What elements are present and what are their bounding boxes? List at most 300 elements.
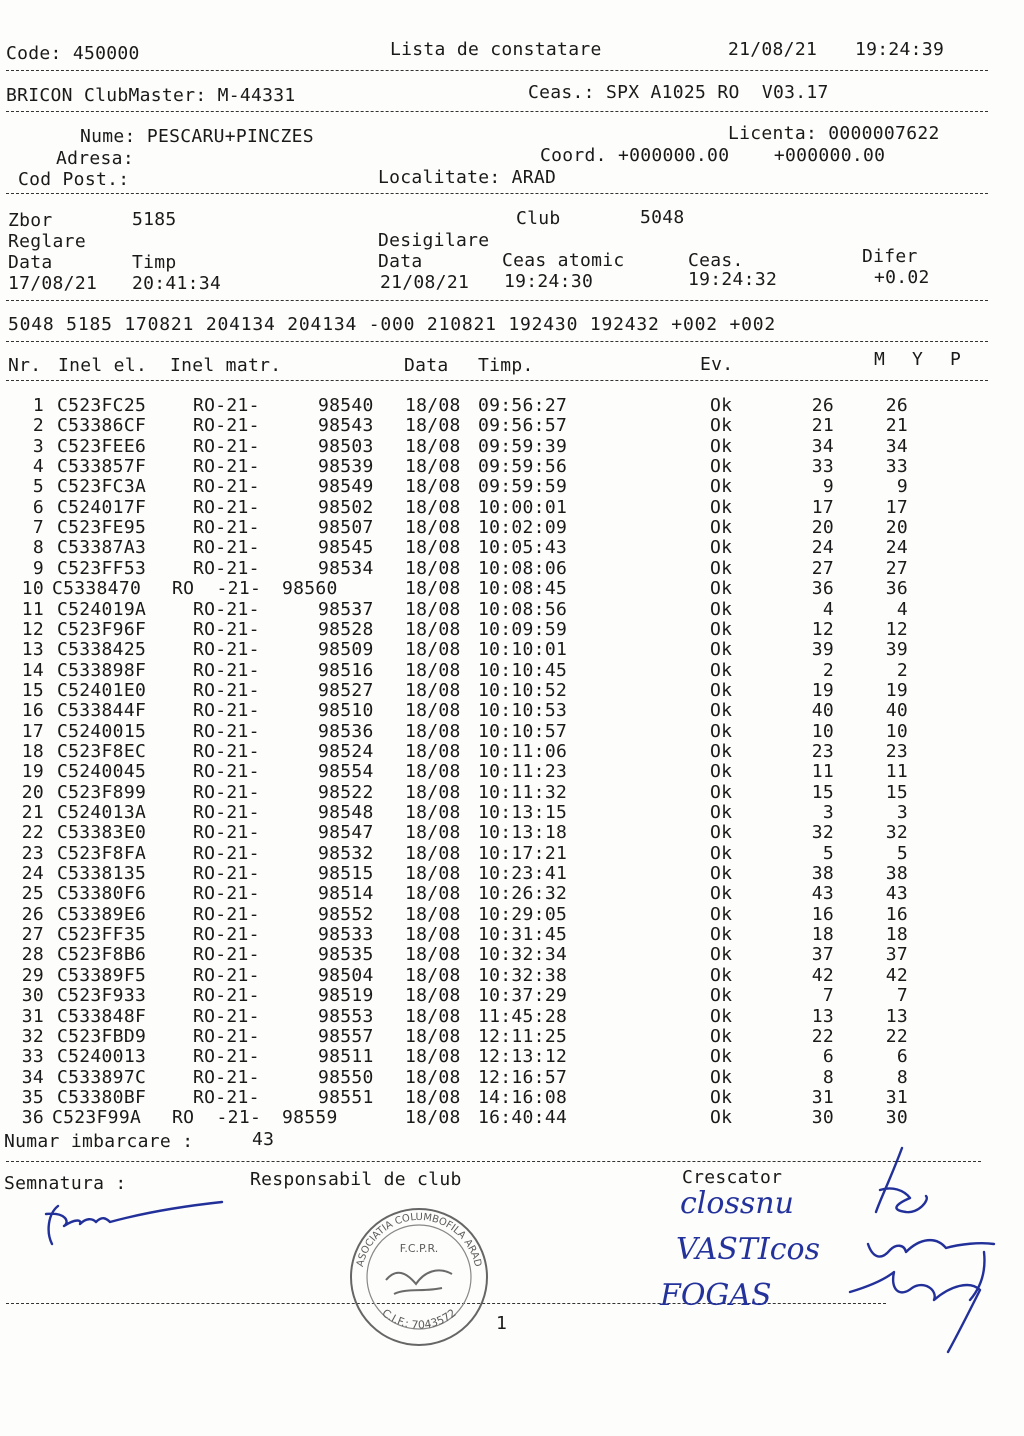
row-date: 18/08 <box>405 822 461 844</box>
row-nr: 6 <box>32 496 44 518</box>
row-m: 40 <box>811 700 834 722</box>
row-time: 10:10:01 <box>478 639 568 661</box>
row-event: Ok <box>710 456 733 478</box>
row-nr: 34 <box>21 1066 44 1088</box>
row-ring-el: C533897C <box>57 1066 147 1088</box>
row-time: 10:08:56 <box>478 598 568 620</box>
row-event: Ok <box>710 740 733 762</box>
table-row <box>0 457 1000 477</box>
row-ring-el: C523FF53 <box>57 557 147 579</box>
table-row <box>0 416 1000 436</box>
row-event: Ok <box>710 537 733 559</box>
row-event: Ok <box>710 557 733 579</box>
row-date: 18/08 <box>405 842 461 864</box>
row-ring-prefix: RO-21- <box>193 903 260 925</box>
row-nr: 8 <box>32 537 44 559</box>
row-ring-prefix: RO-21- <box>193 802 260 823</box>
row-nr: 16 <box>21 700 44 722</box>
table-row <box>0 1088 1000 1108</box>
row-y: 16 <box>885 903 908 925</box>
row-date: 18/08 <box>405 456 461 478</box>
club-label: Club <box>516 208 561 229</box>
row-m: 5 <box>822 842 834 864</box>
row-date: 18/08 <box>405 903 461 925</box>
row-ring-el: C523FC25 <box>57 395 147 416</box>
row-nr: 32 <box>21 1025 44 1047</box>
atomic-clock-label: Ceas atomic <box>502 250 625 271</box>
row-nr: 2 <box>32 415 44 437</box>
row-nr: 9 <box>32 557 44 579</box>
desigilare-date: 21/08/21 <box>380 272 470 293</box>
row-date: 18/08 <box>405 1046 461 1068</box>
row-date: 18/08 <box>405 557 461 579</box>
row-ring-el: C5338425 <box>57 639 147 661</box>
row-y: 7 <box>896 985 908 1007</box>
table-row <box>0 823 1000 843</box>
reglare-time: 20:41:34 <box>132 273 222 294</box>
row-time: 10:13:15 <box>478 802 568 823</box>
row-ring-prefix: RO -21- <box>172 1107 262 1129</box>
stamp-org: F.C.P.R. <box>399 1242 439 1255</box>
reglare-label: Reglare <box>8 231 86 252</box>
row-m: 18 <box>811 924 834 946</box>
row-date: 18/08 <box>405 618 461 640</box>
device-name: BRICON ClubMaster: M-44331 <box>6 85 296 106</box>
row-y: 23 <box>885 740 908 762</box>
row-y: 11 <box>885 761 908 783</box>
row-nr: 4 <box>32 456 44 478</box>
row-event: Ok <box>710 435 733 457</box>
row-m: 11 <box>811 761 834 783</box>
row-nr: 3 <box>32 435 44 457</box>
reglare-time-label: Timp <box>132 252 177 273</box>
row-time: 10:08:06 <box>478 557 568 579</box>
row-event: Ok <box>710 1005 733 1027</box>
row-time: 10:23:41 <box>478 863 568 885</box>
row-event: Ok <box>710 679 733 701</box>
row-m: 4 <box>822 598 834 620</box>
owner-name: Nume: PESCARU+PINCZES <box>80 126 314 147</box>
table-row <box>0 722 1000 742</box>
row-time: 11:45:28 <box>478 1005 568 1027</box>
row-ring-el: C523F8EC <box>57 740 147 762</box>
row-ring-number: 98559 <box>282 1107 338 1129</box>
row-y: 30 <box>885 1107 908 1129</box>
row-ring-prefix: RO-21- <box>193 1066 260 1088</box>
row-ring-el: C523FF35 <box>57 924 147 946</box>
row-ring-el: C53380BF <box>57 1086 147 1108</box>
table-row <box>0 477 1000 497</box>
row-ring-prefix: RO-21- <box>193 700 260 722</box>
row-y: 12 <box>885 618 908 640</box>
report-date: 21/08/21 <box>728 39 818 60</box>
row-event: Ok <box>710 802 733 823</box>
row-y: 40 <box>885 700 908 722</box>
row-m: 24 <box>811 537 834 559</box>
row-date: 18/08 <box>405 1086 461 1108</box>
row-nr: 26 <box>21 903 44 925</box>
row-m: 8 <box>822 1066 834 1088</box>
row-event: Ok <box>710 863 733 885</box>
row-ring-prefix: RO-21- <box>193 964 260 986</box>
col-inel-matr: Inel matr. <box>170 355 282 376</box>
row-nr: 25 <box>21 883 44 905</box>
club-stamp <box>344 1202 494 1352</box>
row-nr: 35 <box>21 1086 44 1108</box>
row-ring-prefix: RO-21- <box>193 1046 260 1068</box>
table-row <box>0 538 1000 558</box>
col-p: P <box>950 349 962 370</box>
row-date: 18/08 <box>405 1107 461 1129</box>
row-ring-prefix: RO-21- <box>193 761 260 783</box>
row-event: Ok <box>710 598 733 620</box>
row-ring-number: 98507 <box>318 517 374 539</box>
row-y: 4 <box>896 598 908 620</box>
row-ring-el: C5240045 <box>57 761 147 783</box>
row-m: 2 <box>822 659 834 681</box>
row-m: 42 <box>811 964 834 986</box>
row-m: 27 <box>811 557 834 579</box>
reglare-date-label: Data <box>8 252 53 273</box>
row-date: 18/08 <box>405 924 461 946</box>
row-m: 32 <box>811 822 834 844</box>
row-ring-el: C523F96F <box>57 618 147 640</box>
row-ring-number: 98510 <box>318 700 374 722</box>
row-date: 18/08 <box>405 700 461 722</box>
row-ring-number: 98532 <box>318 842 374 864</box>
row-ring-el: C523FE95 <box>57 517 147 539</box>
row-time: 16:40:44 <box>478 1107 568 1129</box>
row-ring-prefix: RO-21- <box>193 883 260 905</box>
row-event: Ok <box>710 1086 733 1108</box>
col-ev: Ev. <box>700 354 734 375</box>
row-date: 18/08 <box>405 659 461 681</box>
row-y: 31 <box>885 1086 908 1108</box>
table-row <box>0 600 1000 620</box>
row-ring-number: 98535 <box>318 944 374 966</box>
row-time: 09:56:57 <box>478 415 568 437</box>
row-m: 33 <box>811 456 834 478</box>
table-row <box>0 783 1000 803</box>
row-time: 10:17:21 <box>478 842 568 864</box>
row-date: 18/08 <box>405 496 461 518</box>
row-ring-el: C53386CF <box>57 415 147 437</box>
row-m: 30 <box>811 1107 834 1129</box>
row-ring-number: 98545 <box>318 537 374 559</box>
row-event: Ok <box>710 720 733 742</box>
difference-value: +0.02 <box>874 267 930 288</box>
row-date: 18/08 <box>405 395 461 416</box>
row-ring-number: 98551 <box>318 1086 374 1108</box>
svg-text:C.I.F.: 7043572 <box>379 1306 458 1331</box>
club-number: 5048 <box>640 207 685 228</box>
row-m: 17 <box>811 496 834 518</box>
row-nr: 36 <box>21 1107 44 1129</box>
row-nr: 33 <box>21 1046 44 1068</box>
row-time: 10:05:43 <box>478 537 568 559</box>
row-ring-number: 98543 <box>318 415 374 437</box>
row-event: Ok <box>710 761 733 783</box>
row-nr: 12 <box>21 618 44 640</box>
row-date: 18/08 <box>405 781 461 803</box>
col-data: Data <box>404 355 449 376</box>
row-ring-number: 98554 <box>318 761 374 783</box>
row-y: 5 <box>896 842 908 864</box>
row-ring-el: C533848F <box>57 1005 147 1027</box>
row-ring-el: C523F899 <box>57 781 147 803</box>
row-event: Ok <box>710 1025 733 1047</box>
row-nr: 13 <box>21 639 44 661</box>
row-ring-el: C53383E0 <box>57 822 147 844</box>
row-ring-el: C53389F5 <box>57 964 147 986</box>
row-m: 22 <box>811 1025 834 1047</box>
row-event: Ok <box>710 903 733 925</box>
row-event: Ok <box>710 578 733 600</box>
row-time: 10:08:45 <box>478 578 568 600</box>
row-y: 34 <box>885 435 908 457</box>
row-time: 12:13:12 <box>478 1046 568 1068</box>
page-number: 1 <box>496 1313 508 1334</box>
row-date: 18/08 <box>405 883 461 905</box>
row-time: 10:31:45 <box>478 924 568 946</box>
row-ring-el: C5338470 <box>52 578 142 600</box>
row-ring-prefix: RO-21- <box>193 1005 260 1027</box>
row-ring-number: 98509 <box>318 639 374 661</box>
row-m: 13 <box>811 1005 834 1027</box>
row-y: 26 <box>885 395 908 416</box>
row-ring-el: C524013A <box>57 802 147 823</box>
row-time: 09:59:56 <box>478 456 568 478</box>
row-nr: 17 <box>21 720 44 742</box>
table-row <box>0 701 1000 721</box>
row-time: 10:11:23 <box>478 761 568 783</box>
row-event: Ok <box>710 700 733 722</box>
row-ring-number: 98539 <box>318 456 374 478</box>
row-date: 18/08 <box>405 802 461 823</box>
row-y: 39 <box>885 639 908 661</box>
table-row <box>0 437 1000 457</box>
row-ring-prefix: RO-21- <box>193 679 260 701</box>
code-line: 5048 5185 170821 204134 204134 -000 210821 192430 192432 +002 +002 <box>8 314 777 335</box>
row-ring-prefix: RO-21- <box>193 456 260 478</box>
row-event: Ok <box>710 822 733 844</box>
row-y: 37 <box>885 944 908 966</box>
row-y: 38 <box>885 863 908 885</box>
row-ring-number: 98550 <box>318 1066 374 1088</box>
row-time: 10:13:18 <box>478 822 568 844</box>
row-date: 18/08 <box>405 1005 461 1027</box>
row-nr: 30 <box>21 985 44 1007</box>
row-m: 26 <box>811 395 834 416</box>
row-nr: 31 <box>21 1005 44 1027</box>
row-m: 37 <box>811 944 834 966</box>
row-y: 42 <box>885 964 908 986</box>
row-ring-el: C523FEE6 <box>57 435 147 457</box>
row-event: Ok <box>710 618 733 640</box>
coordinates: Coord. +000000.00 +000000.00 <box>540 145 886 166</box>
table-row <box>0 742 1000 762</box>
row-m: 15 <box>811 781 834 803</box>
row-m: 38 <box>811 863 834 885</box>
row-m: 12 <box>811 618 834 640</box>
col-nr: Nr. <box>8 355 42 376</box>
row-m: 31 <box>811 1086 834 1108</box>
clock-time: 19:24:32 <box>688 269 778 290</box>
row-nr: 23 <box>21 842 44 864</box>
row-event: Ok <box>710 659 733 681</box>
row-ring-prefix: RO-21- <box>193 618 260 640</box>
table-row <box>0 396 1000 416</box>
row-m: 43 <box>811 883 834 905</box>
row-ring-el: C53389E6 <box>57 903 147 925</box>
row-nr: 7 <box>32 517 44 539</box>
row-date: 18/08 <box>405 578 461 600</box>
row-nr: 28 <box>21 944 44 966</box>
row-m: 34 <box>811 435 834 457</box>
row-date: 18/08 <box>405 598 461 620</box>
row-nr: 22 <box>21 822 44 844</box>
locality: Localitate: ARAD <box>378 167 557 188</box>
row-nr: 24 <box>21 863 44 885</box>
row-ring-number: 98504 <box>318 964 374 986</box>
club-responsible-label: Responsabil de club <box>250 1169 462 1190</box>
row-time: 10:10:52 <box>478 679 568 701</box>
row-event: Ok <box>710 985 733 1007</box>
row-time: 10:10:45 <box>478 659 568 681</box>
row-ring-el: C523F8FA <box>57 842 147 864</box>
row-event: Ok <box>710 415 733 437</box>
row-date: 18/08 <box>405 944 461 966</box>
row-ring-prefix: RO-21- <box>193 781 260 803</box>
row-ring-el: C523FBD9 <box>57 1025 147 1047</box>
row-ring-prefix: RO-21- <box>193 985 260 1007</box>
row-date: 18/08 <box>405 720 461 742</box>
row-y: 27 <box>885 557 908 579</box>
row-ring-number: 98548 <box>318 802 374 823</box>
row-ring-number: 98533 <box>318 924 374 946</box>
col-y: Y <box>912 349 924 370</box>
row-nr: 29 <box>21 964 44 986</box>
row-ring-el: C524019A <box>57 598 147 620</box>
row-date: 18/08 <box>405 435 461 457</box>
desigilare-label: Desigilare <box>378 230 490 251</box>
row-ring-number: 98560 <box>282 578 338 600</box>
row-ring-prefix: RO-21- <box>193 863 260 885</box>
table-row <box>0 681 1000 701</box>
row-ring-el: C533857F <box>57 456 147 478</box>
row-ring-prefix: RO-21- <box>193 639 260 661</box>
row-date: 18/08 <box>405 415 461 437</box>
row-ring-prefix: RO-21- <box>193 1086 260 1108</box>
row-ring-el: C523FC3A <box>57 476 147 498</box>
postal-code-label: Cod Post.: <box>18 169 130 190</box>
clock-label: Ceas. <box>688 250 744 271</box>
row-y: 3 <box>896 802 908 823</box>
row-ring-el: C533898F <box>57 659 147 681</box>
row-event: Ok <box>710 517 733 539</box>
handwritten-name-3: FOGAS <box>660 1278 772 1313</box>
row-ring-prefix: RO-21- <box>193 740 260 762</box>
row-nr: 5 <box>32 476 44 498</box>
difference-label: Difer <box>862 246 918 267</box>
row-time: 10:09:59 <box>478 618 568 640</box>
handwritten-name-1: clossnu <box>680 1186 794 1221</box>
table-row <box>0 986 1000 1006</box>
handwritten-name-2: VASTIcos <box>676 1232 820 1267</box>
boarding-count-label: Numar imbarcare : <box>4 1131 194 1152</box>
row-y: 36 <box>885 578 908 600</box>
table-row <box>0 844 1000 864</box>
row-ring-number: 98502 <box>318 496 374 518</box>
row-nr: 19 <box>21 761 44 783</box>
row-ring-el: C5338135 <box>57 863 147 885</box>
row-y: 15 <box>885 781 908 803</box>
row-event: Ok <box>710 964 733 986</box>
table-row <box>0 559 1000 579</box>
row-date: 18/08 <box>405 639 461 661</box>
row-ring-prefix: RO-21- <box>193 822 260 844</box>
row-time: 10:00:01 <box>478 496 568 518</box>
row-event: Ok <box>710 944 733 966</box>
report-title: Lista de constatare <box>390 39 602 60</box>
table-row <box>0 1007 1000 1027</box>
clock-info: Ceas.: SPX A1025 RO V03.17 <box>528 82 829 103</box>
row-date: 18/08 <box>405 761 461 783</box>
divider <box>6 193 988 194</box>
row-event: Ok <box>710 781 733 803</box>
row-time: 10:11:06 <box>478 740 568 762</box>
row-ring-number: 98528 <box>318 618 374 640</box>
row-time: 10:11:32 <box>478 781 568 803</box>
row-nr: 14 <box>21 659 44 681</box>
row-y: 24 <box>885 537 908 559</box>
row-ring-prefix: RO-21- <box>193 598 260 620</box>
row-ring-number: 98537 <box>318 598 374 620</box>
row-ring-el: C53380F6 <box>57 883 147 905</box>
table-row <box>0 640 1000 660</box>
row-date: 18/08 <box>405 1025 461 1047</box>
stamp-top-text: ASOCIATIA COLUMBOFILA ARAD <box>354 1211 484 1268</box>
row-ring-number: 98519 <box>318 985 374 1007</box>
row-ring-prefix: RO-21- <box>193 395 260 416</box>
row-date: 18/08 <box>405 517 461 539</box>
row-nr: 1 <box>32 395 44 416</box>
signature-right <box>820 1140 1010 1360</box>
row-ring-prefix: RO-21- <box>193 435 260 457</box>
signature-label: Semnatura : <box>4 1173 127 1194</box>
stamp-cif: C.I.F.: 7043572 <box>379 1306 459 1332</box>
row-m: 6 <box>822 1046 834 1068</box>
row-y: 18 <box>885 924 908 946</box>
row-event: Ok <box>710 496 733 518</box>
row-date: 18/08 <box>405 537 461 559</box>
row-m: 10 <box>811 720 834 742</box>
divider <box>6 341 988 342</box>
report-time: 19:24:39 <box>855 39 945 60</box>
row-time: 09:56:27 <box>478 395 568 416</box>
row-date: 18/08 <box>405 476 461 498</box>
table-row <box>0 945 1000 965</box>
boarding-count: 43 <box>252 1129 275 1150</box>
row-event: Ok <box>710 476 733 498</box>
row-time: 10:10:57 <box>478 720 568 742</box>
row-date: 18/08 <box>405 740 461 762</box>
row-date: 18/08 <box>405 679 461 701</box>
row-y: 43 <box>885 883 908 905</box>
row-ring-el: C523F933 <box>57 985 147 1007</box>
row-time: 14:16:08 <box>478 1086 568 1108</box>
row-ring-el: C5240013 <box>57 1046 147 1068</box>
